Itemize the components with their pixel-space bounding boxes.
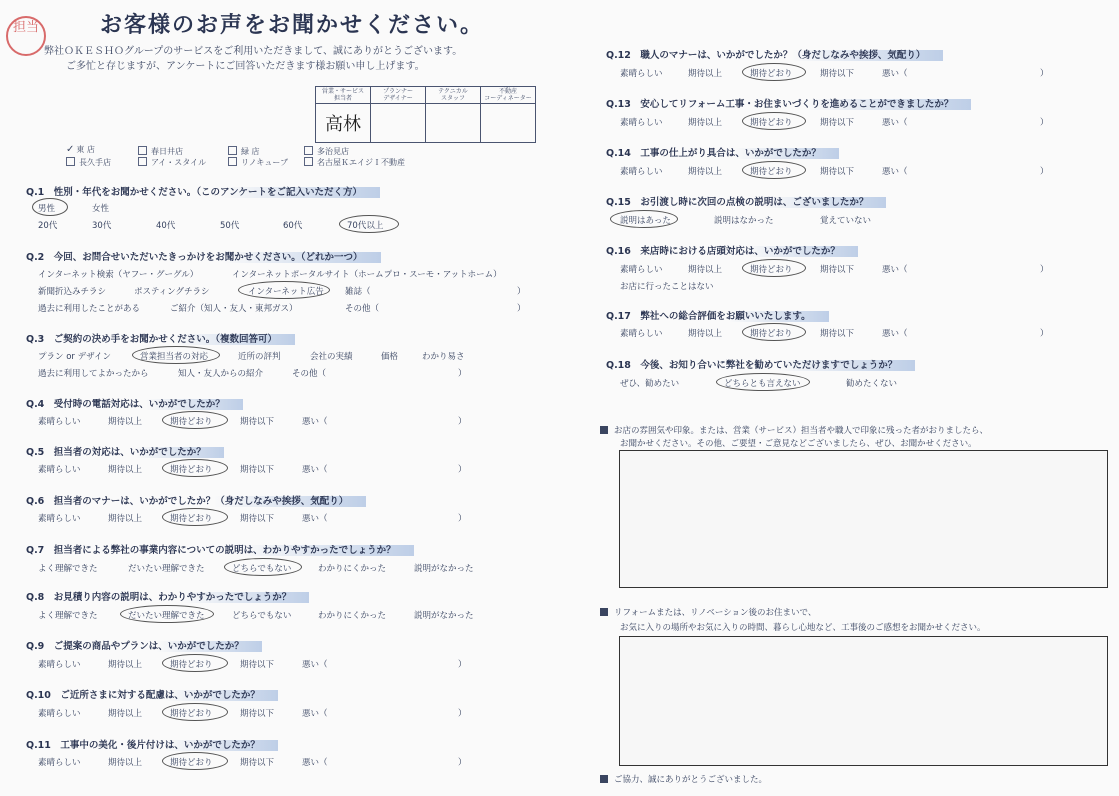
question-11 bbox=[26, 737, 278, 751]
option-excellent[interactable]: 素晴らしい bbox=[38, 514, 81, 524]
answer-circle-web-ad bbox=[238, 281, 330, 299]
store-istyle[interactable] bbox=[138, 157, 206, 168]
question-18 bbox=[606, 357, 915, 371]
store-label: 春日井店 bbox=[151, 147, 183, 156]
option-below[interactable]: 期待以下 bbox=[240, 465, 275, 475]
paren-close: ） bbox=[517, 304, 526, 314]
option-bad[interactable]: 悪い（ bbox=[882, 167, 908, 177]
option-excellent[interactable]: 素晴らしい bbox=[620, 265, 663, 275]
option-sales-staff[interactable]: 営業担当者の対応 bbox=[140, 352, 209, 362]
option-below[interactable]: 期待以下 bbox=[240, 514, 275, 524]
question-12 bbox=[606, 47, 943, 61]
footer-thanks bbox=[600, 773, 767, 785]
staff-cell-technical[interactable] bbox=[426, 104, 481, 143]
question-8 bbox=[26, 589, 309, 603]
option-no-explanation[interactable]: 説明がなかった bbox=[414, 611, 474, 621]
option-as-expected[interactable]: 期待どおり bbox=[750, 118, 793, 128]
option-bad[interactable]: 悪い（ bbox=[302, 417, 328, 427]
question-label: Q.16 来店時における店頭対応は、いかがでしたか？ bbox=[606, 246, 858, 257]
option-newspaper[interactable]: 新聞折込みチラシ bbox=[38, 287, 107, 297]
option-understood-well[interactable]: よく理解できた bbox=[38, 564, 98, 574]
option-neutral[interactable]: どちらでもない bbox=[232, 611, 292, 621]
checkbox-icon bbox=[304, 146, 313, 155]
store-label: 長久手店 bbox=[79, 158, 111, 167]
question-label: Q.3 ご契約の決め手をお聞かせください。（複数回答可） bbox=[26, 334, 295, 345]
option-above[interactable]: 期待以上 bbox=[688, 265, 723, 275]
comment1-line1: お店の雰囲気や印象。または、営業（サービス）担当者や職人で印象に残った者がおりましたら、 bbox=[614, 426, 989, 436]
answer-circle-undecided bbox=[716, 373, 810, 391]
answer-circle-explained bbox=[610, 210, 678, 228]
answer-circle-as-expected bbox=[162, 411, 228, 429]
option-search[interactable]: インターネット検索（ヤフー・グーグル） bbox=[38, 270, 199, 280]
option-bad[interactable]: 悪い（ bbox=[882, 329, 908, 339]
option-bad[interactable]: 悪い（ bbox=[302, 709, 328, 719]
option-as-expected[interactable]: 期待どおり bbox=[170, 660, 213, 670]
intro-line-2: ご多忙と存じますが、アンケートにご回答いただきます様お願い申し上げます。 bbox=[66, 61, 425, 72]
option-magazine[interactable]: 雑誌（ bbox=[345, 287, 371, 297]
option-reputation[interactable]: 近所の評判 bbox=[238, 352, 281, 362]
staff-header-technical: テクニカル スタッフ bbox=[426, 87, 481, 104]
question-label: Q.11 工事中の美化・後片付けは、いかがでしたか？ bbox=[26, 740, 278, 751]
answer-circle-as-expected bbox=[162, 752, 228, 770]
staff-cell-planner[interactable] bbox=[371, 104, 426, 143]
question-label: Q.9 ご提案の商品やプランは、いかがでしたか？ bbox=[26, 641, 262, 652]
answer-circle-sales-staff bbox=[132, 346, 220, 364]
store-tajimi[interactable] bbox=[304, 146, 349, 157]
option-bad[interactable]: 悪い（ bbox=[302, 660, 328, 670]
option-as-expected[interactable]: 期待どおり bbox=[170, 709, 213, 719]
bullet-square-icon bbox=[600, 608, 608, 616]
staff-header-realestate: 不動産 コーディネーター bbox=[481, 87, 536, 104]
option-excellent[interactable]: 素晴らしい bbox=[38, 709, 81, 719]
paren-close: ） bbox=[1040, 167, 1049, 177]
answer-circle-as-expected bbox=[742, 323, 806, 341]
option-neutral[interactable]: どちらでもない bbox=[232, 564, 292, 574]
option-other[interactable]: その他（ bbox=[292, 369, 327, 379]
option-posting[interactable]: ポスティングチラシ bbox=[134, 287, 210, 297]
option-below[interactable]: 期待以下 bbox=[240, 758, 275, 768]
answer-circle-male bbox=[32, 198, 68, 216]
option-above[interactable]: 期待以上 bbox=[688, 167, 723, 177]
question-label: Q.5 担当者の対応は、いかがでしたか？ bbox=[26, 447, 224, 458]
option-clarity[interactable]: わかり易さ bbox=[422, 352, 465, 362]
comment2-header bbox=[600, 606, 816, 618]
option-below[interactable]: 期待以下 bbox=[820, 329, 855, 339]
paren-close: ） bbox=[1040, 329, 1049, 339]
question-16 bbox=[606, 243, 858, 257]
option-excellent[interactable]: 素晴らしい bbox=[38, 660, 81, 670]
comment2-textarea[interactable] bbox=[619, 636, 1108, 766]
option-as-expected[interactable]: 期待どおり bbox=[170, 465, 213, 475]
option-bad[interactable]: 悪い（ bbox=[302, 465, 328, 475]
question-13 bbox=[606, 96, 971, 110]
option-track-record[interactable]: 会社の実績 bbox=[310, 352, 353, 362]
option-male[interactable]: 男性 bbox=[38, 204, 56, 214]
option-mostly-understood[interactable]: だいたい理解できた bbox=[128, 611, 205, 621]
checkbox-icon bbox=[138, 146, 147, 155]
option-undecided[interactable]: どちらとも言えない bbox=[724, 379, 801, 389]
option-below[interactable]: 期待以下 bbox=[240, 660, 275, 670]
option-above[interactable]: 期待以上 bbox=[688, 69, 723, 79]
store-nagakute[interactable] bbox=[66, 157, 111, 168]
paren-close: ） bbox=[517, 287, 526, 297]
bullet-square-icon bbox=[600, 775, 608, 783]
option-dont-remember[interactable]: 覚えていない bbox=[820, 216, 872, 226]
option-above[interactable]: 期待以上 bbox=[108, 514, 143, 524]
answer-circle-as-expected bbox=[162, 508, 228, 526]
option-excellent[interactable]: 素晴らしい bbox=[620, 167, 663, 177]
sales-signature: 高林 bbox=[325, 114, 361, 135]
answer-circle-as-expected bbox=[742, 259, 806, 277]
comment1-header bbox=[600, 424, 988, 436]
option-referral[interactable]: ご紹介（知人・友人・東邦ガス） bbox=[170, 304, 298, 314]
option-20s[interactable]: 20代 bbox=[38, 221, 58, 231]
comment1-line2: お聞かせください。その他、ご要望・ご意見などございましたら、ぜひ、お聞かせください。 bbox=[620, 439, 977, 449]
option-excellent[interactable]: 素晴らしい bbox=[620, 69, 663, 79]
question-label: Q.18 今後、お知り合いに弊社を勧めていただけますでしょうか？ bbox=[606, 360, 915, 371]
answer-circle-70s bbox=[339, 215, 399, 233]
option-friend-referral[interactable]: 知人・友人からの紹介 bbox=[178, 369, 264, 379]
question-label: Q.7 担当者による弊社の事業内容についての説明は、わかりやすかったでしょうか？ bbox=[26, 545, 414, 556]
comment2-line1: リフォームまたは、リノベーション後のお住まいで、 bbox=[614, 608, 817, 618]
question-label: Q.10 ご近所さまに対する配慮は、いかがでしたか？ bbox=[26, 690, 278, 701]
option-below[interactable]: 期待以下 bbox=[820, 265, 855, 275]
question-label: Q.8 お見積り内容の説明は、わかりやすかったでしょうか？ bbox=[26, 592, 309, 603]
option-above[interactable]: 期待以上 bbox=[108, 758, 143, 768]
option-as-expected[interactable]: 期待どおり bbox=[170, 514, 213, 524]
option-past-use[interactable]: 過去に利用したことがある bbox=[38, 304, 141, 314]
question-17 bbox=[606, 308, 829, 322]
answer-circle-neutral bbox=[224, 558, 302, 576]
option-50s[interactable]: 50代 bbox=[220, 221, 240, 231]
option-explained[interactable]: 説明はあった bbox=[620, 216, 671, 226]
intro-line-1: 弊社ＯＫＥＳＨＯグループのサービスをご利用いただきまして、誠にありがとうございます。 bbox=[44, 46, 463, 57]
answer-circle-as-expected bbox=[742, 112, 806, 130]
option-hard-to-understand[interactable]: わかりにくかった bbox=[318, 611, 387, 621]
staff-header-planner: プランナー デザイナー bbox=[371, 87, 426, 104]
staff-cell-realestate[interactable] bbox=[481, 104, 536, 143]
store-kasugai[interactable] bbox=[138, 146, 183, 157]
option-not-explained[interactable]: 説明はなかった bbox=[714, 216, 774, 226]
comment2-line2: お気に入りの場所やお気に入りの時間、暮らし心地など、工事後のご感想をお聞かせください。 bbox=[620, 623, 986, 633]
option-as-expected[interactable]: 期待どおり bbox=[750, 329, 793, 339]
option-as-expected[interactable]: 期待どおり bbox=[170, 758, 213, 768]
question-label: Q.4 受付時の電話対応は、いかがでしたか？ bbox=[26, 399, 243, 410]
question-6 bbox=[26, 493, 366, 507]
option-never-visited[interactable]: お店に行ったことはない bbox=[620, 282, 714, 292]
paren-close: ） bbox=[458, 660, 467, 670]
option-not-recommend[interactable]: 勧めたくない bbox=[846, 379, 898, 389]
question-label: Q.1 性別・年代をお聞かせください。（このアンケートをご記入いただく方） bbox=[26, 187, 380, 198]
bullet-square-icon bbox=[600, 426, 608, 434]
option-excellent[interactable]: 素晴らしい bbox=[38, 417, 81, 427]
page-title: お客様のお声をお聞かせください。 bbox=[100, 13, 485, 38]
paren-close: ） bbox=[1040, 265, 1049, 275]
answer-circle-as-expected bbox=[742, 63, 806, 81]
question-label: Q.6 担当者のマナーは、いかがでしたか？（身だしなみや挨拶、気配り） bbox=[26, 496, 366, 507]
question-5 bbox=[26, 444, 224, 458]
answer-circle-as-expected bbox=[162, 703, 228, 721]
option-other[interactable]: その他（ bbox=[345, 304, 380, 314]
store-midori[interactable] bbox=[228, 146, 260, 157]
question-9 bbox=[26, 638, 262, 652]
option-40s[interactable]: 40代 bbox=[156, 221, 176, 231]
option-30s[interactable]: 30代 bbox=[92, 221, 112, 231]
option-above[interactable]: 期待以上 bbox=[108, 465, 143, 475]
question-label: Q.12 職人のマナーは、いかがでしたか？（身だしなみや挨拶、気配り） bbox=[606, 50, 943, 61]
question-2 bbox=[26, 249, 381, 263]
option-web-ad[interactable]: インターネット広告 bbox=[248, 287, 324, 297]
option-as-expected[interactable]: 期待どおり bbox=[750, 167, 793, 177]
option-bad[interactable]: 悪い（ bbox=[882, 69, 908, 79]
store-label: 緑 店 bbox=[241, 147, 260, 156]
question-label: Q.14 工事の仕上がり具合は、いかがでしたか？ bbox=[606, 148, 839, 159]
checkbox-icon bbox=[228, 157, 237, 166]
option-below[interactable]: 期待以下 bbox=[240, 417, 275, 427]
question-label: Q.13 安心してリフォーム工事・お住まいづくりを進めることができましたか？ bbox=[606, 99, 971, 110]
paren-close: ） bbox=[458, 758, 467, 768]
option-above[interactable]: 期待以上 bbox=[108, 417, 143, 427]
store-renocube[interactable] bbox=[228, 157, 288, 168]
option-plan-design[interactable]: プラン or デザイン bbox=[38, 352, 112, 362]
option-portal[interactable]: インターネットポータルサイト（ホームプロ・スーモ・アットホーム） bbox=[232, 270, 502, 280]
checkbox-icon bbox=[66, 157, 75, 166]
option-excellent[interactable]: 素晴らしい bbox=[38, 465, 81, 475]
paren-close: ） bbox=[1040, 69, 1049, 79]
paren-close: ） bbox=[458, 465, 467, 475]
option-60s[interactable]: 60代 bbox=[283, 221, 303, 231]
option-above[interactable]: 期待以上 bbox=[688, 118, 723, 128]
option-understood-well[interactable]: よく理解できた bbox=[38, 611, 98, 621]
question-4 bbox=[26, 396, 243, 410]
stamp-seal bbox=[6, 16, 46, 56]
store-east[interactable] bbox=[66, 144, 95, 155]
option-recommend[interactable]: ぜひ、勧めたい bbox=[620, 379, 680, 389]
question-label: Q.2 今回、お問合せいただいたきっかけをお聞かせください。（どれか一つ） bbox=[26, 252, 381, 263]
paren-close: ） bbox=[1040, 118, 1049, 128]
option-good-past[interactable]: 過去に利用してよかったから bbox=[38, 369, 149, 379]
answer-circle-as-expected bbox=[162, 654, 228, 672]
question-15 bbox=[606, 194, 886, 208]
answer-circle-as-expected bbox=[162, 459, 228, 477]
staff-cell-sales[interactable] bbox=[316, 104, 371, 143]
option-hard-to-understand[interactable]: わかりにくかった bbox=[318, 564, 387, 574]
option-as-expected[interactable]: 期待どおり bbox=[750, 265, 793, 275]
option-bad[interactable]: 悪い（ bbox=[302, 758, 328, 768]
answer-circle-as-expected bbox=[742, 161, 806, 179]
paren-close: ） bbox=[458, 709, 467, 719]
option-price[interactable]: 価格 bbox=[381, 352, 399, 362]
footer-text: ご協力、誠にありがとうございました。 bbox=[614, 775, 768, 785]
option-excellent[interactable]: 素晴らしい bbox=[620, 118, 663, 128]
option-below[interactable]: 期待以下 bbox=[820, 69, 855, 79]
comment1-textarea[interactable] bbox=[619, 450, 1108, 588]
stamp-text: 担当 bbox=[12, 20, 39, 35]
answer-circle-mostly-understood bbox=[120, 605, 214, 623]
question-label: Q.17 弊社への総合評価をお願いいたします。 bbox=[606, 311, 829, 322]
option-as-expected[interactable]: 期待どおり bbox=[170, 417, 213, 427]
question-10 bbox=[26, 687, 278, 701]
staff-table bbox=[315, 86, 536, 143]
check-icon: ✓ bbox=[66, 144, 75, 155]
staff-header-sales: 営業・サービス 担当者 bbox=[316, 87, 371, 104]
option-mostly-understood[interactable]: だいたい理解できた bbox=[128, 564, 205, 574]
question-1 bbox=[26, 184, 380, 198]
paren-close: ） bbox=[458, 417, 467, 427]
paren-close: ） bbox=[458, 369, 467, 379]
option-below[interactable]: 期待以下 bbox=[240, 709, 275, 719]
option-female[interactable]: 女性 bbox=[92, 204, 110, 214]
option-no-explanation[interactable]: 説明がなかった bbox=[414, 564, 474, 574]
question-14 bbox=[606, 145, 839, 159]
store-label: アイ・スタイル bbox=[151, 158, 207, 167]
option-above[interactable]: 期待以上 bbox=[688, 329, 723, 339]
option-bad[interactable]: 悪い（ bbox=[882, 265, 908, 275]
checkbox-icon bbox=[138, 157, 147, 166]
store-label: 名古屋ＫエイジＩ不動産 bbox=[317, 158, 405, 167]
option-below[interactable]: 期待以下 bbox=[820, 118, 855, 128]
option-above[interactable]: 期待以上 bbox=[108, 709, 143, 719]
store-label: 東 店 bbox=[76, 145, 95, 154]
store-label: 多治見店 bbox=[317, 147, 349, 156]
question-label: Q.15 お引渡し時に次回の点検の説明は、ございましたか？ bbox=[606, 197, 886, 208]
option-excellent[interactable]: 素晴らしい bbox=[38, 758, 81, 768]
option-below[interactable]: 期待以下 bbox=[820, 167, 855, 177]
store-realestate[interactable] bbox=[304, 157, 405, 168]
paren-close: ） bbox=[458, 514, 467, 524]
store-label: リノキューブ bbox=[241, 158, 288, 167]
question-3 bbox=[26, 331, 295, 345]
question-7 bbox=[26, 542, 414, 556]
checkbox-icon bbox=[228, 146, 237, 155]
checkbox-icon bbox=[304, 157, 313, 166]
option-as-expected[interactable]: 期待どおり bbox=[750, 69, 793, 79]
option-above[interactable]: 期待以上 bbox=[108, 660, 143, 670]
option-excellent[interactable]: 素晴らしい bbox=[620, 329, 663, 339]
option-bad[interactable]: 悪い（ bbox=[882, 118, 908, 128]
option-bad[interactable]: 悪い（ bbox=[302, 514, 328, 524]
option-70s-plus[interactable]: 70代以上 bbox=[347, 221, 384, 231]
